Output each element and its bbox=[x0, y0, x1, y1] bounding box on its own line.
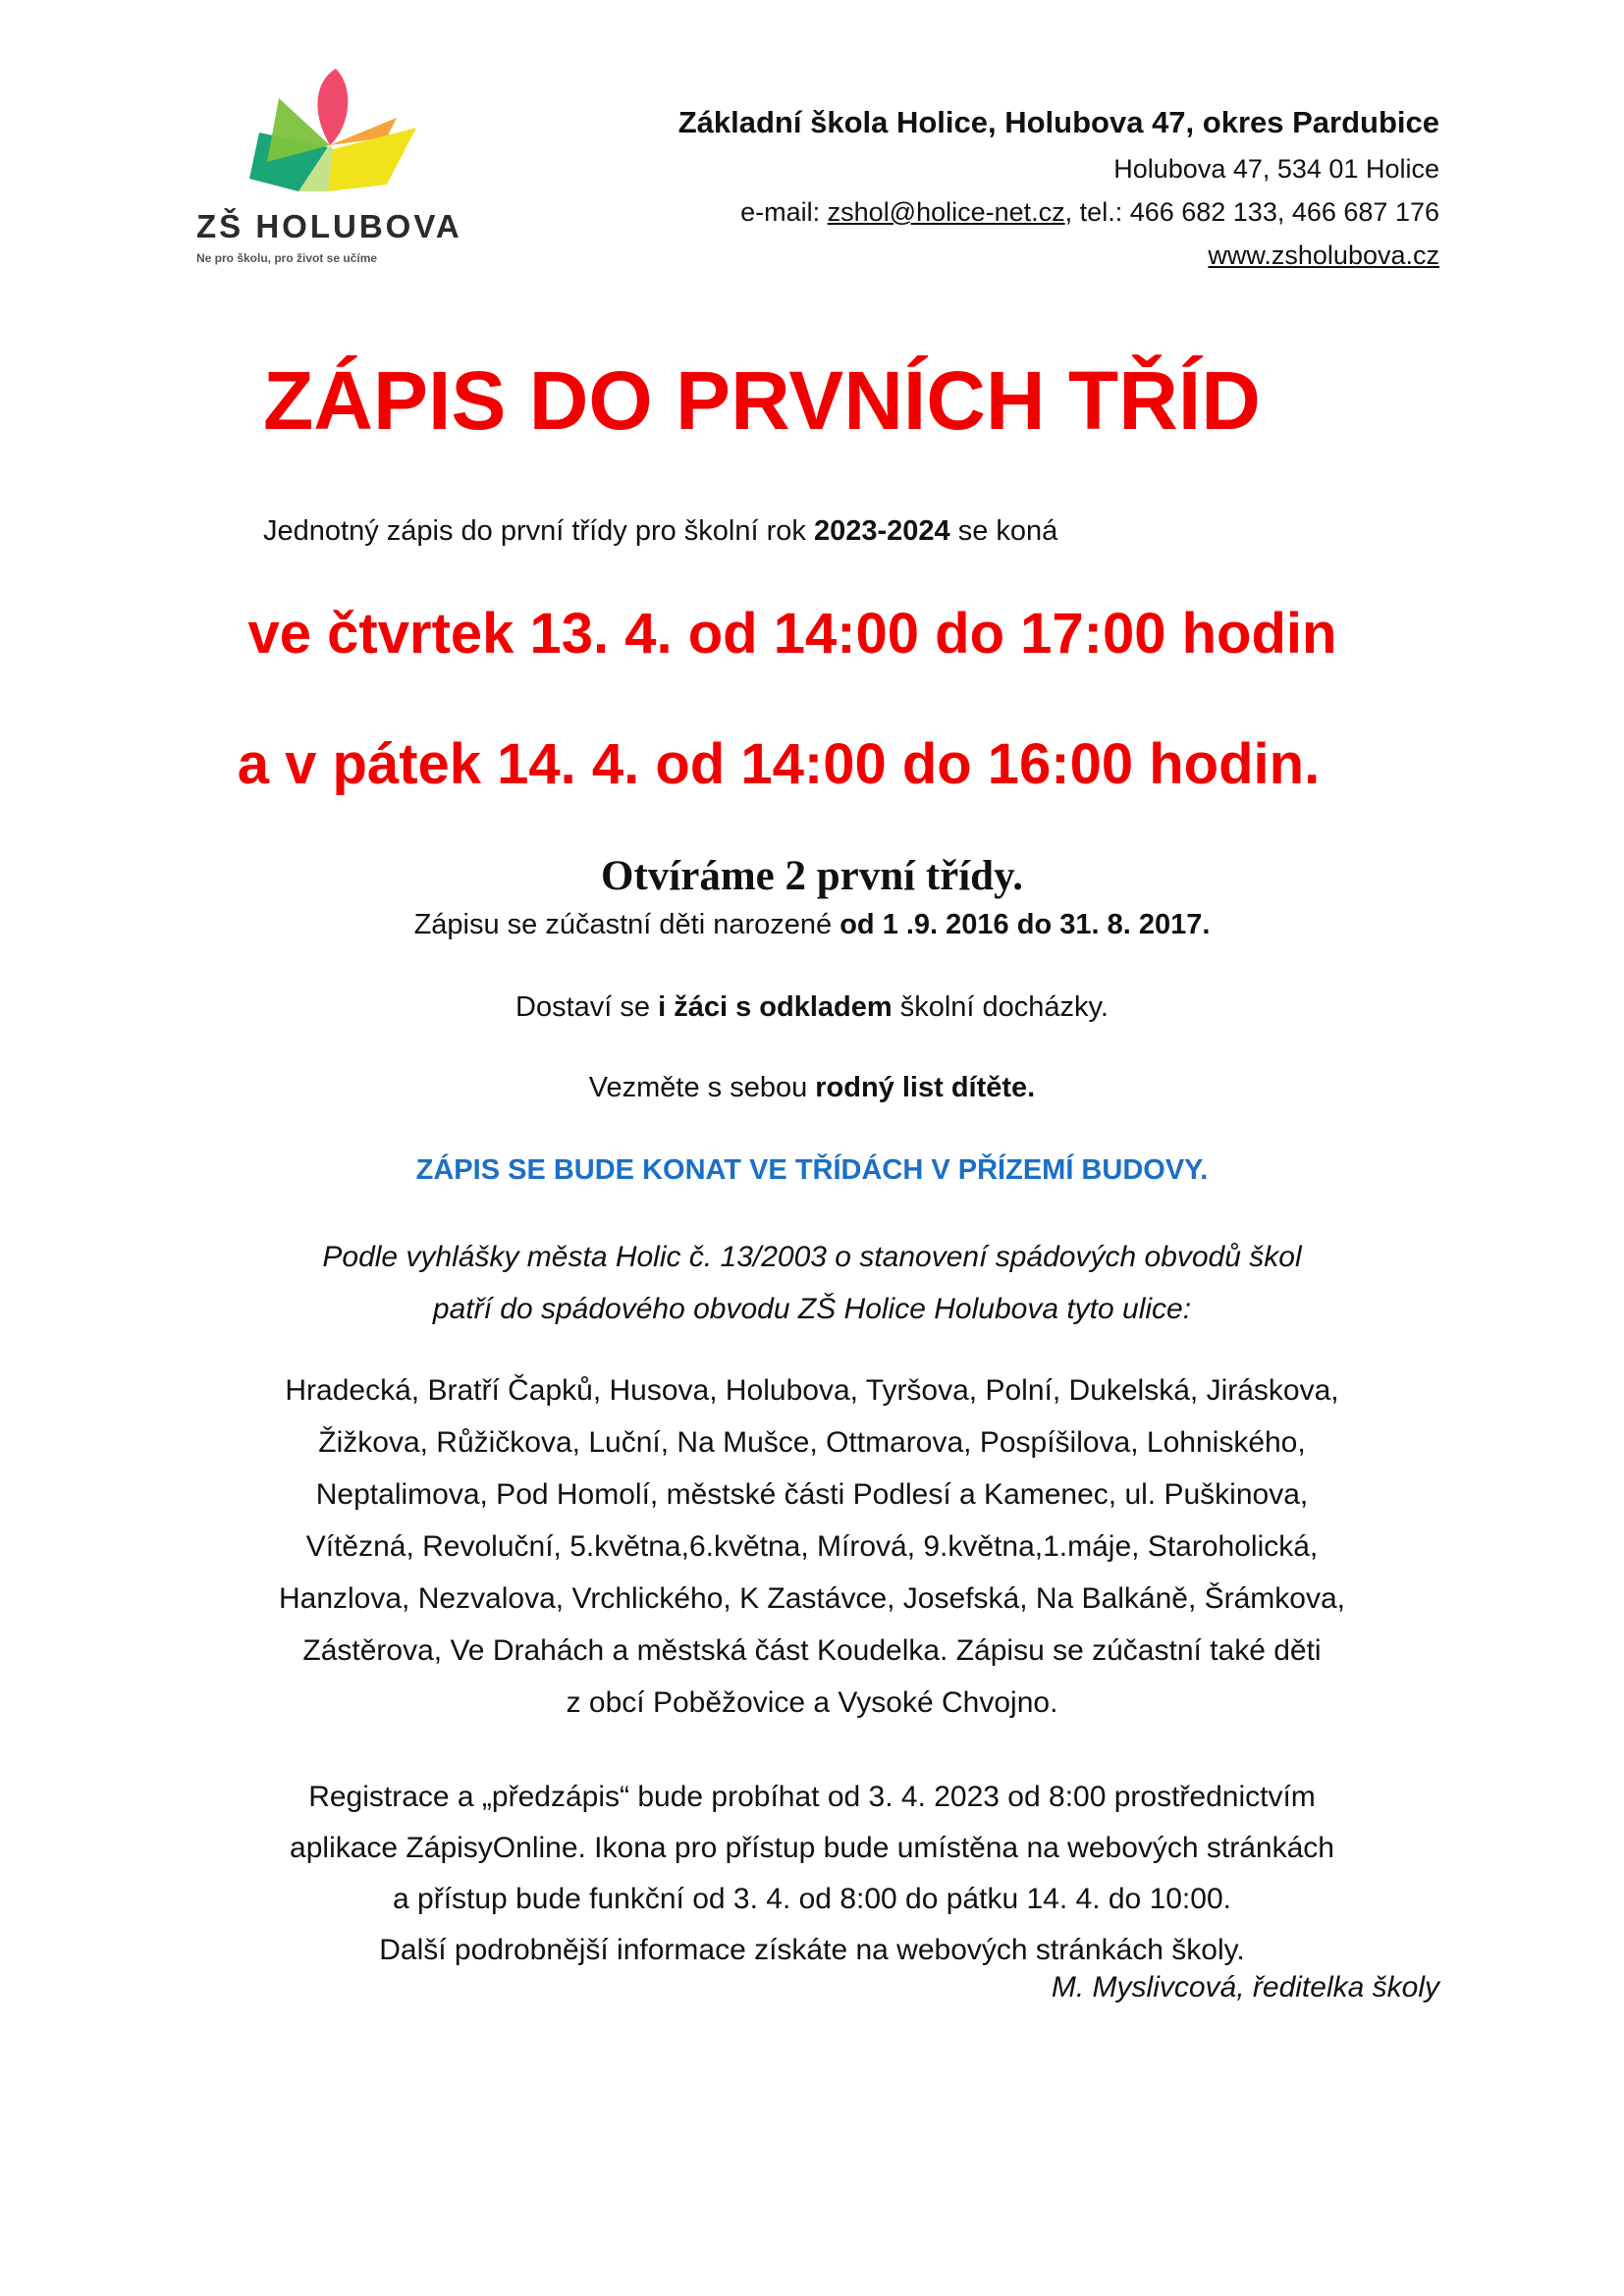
streets-paragraph bbox=[0, 1364, 1624, 1729]
classes-opening: Otvíráme 2 první třídy. bbox=[601, 853, 1023, 899]
defer-after: školní docházky. bbox=[892, 991, 1109, 1023]
location-notice: ZÁPIS SE BUDE KONAT VE TŘÍDÁCH V PŘÍZEMÍ BUDOVY. bbox=[415, 1154, 1209, 1186]
deferred-pupils bbox=[0, 991, 1624, 1024]
defer-before: Dostaví se bbox=[515, 991, 659, 1023]
birth-certificate-note bbox=[0, 1072, 1624, 1104]
ages-range: od 1 .9. 2016 do 31. 8. 2017. bbox=[839, 909, 1211, 940]
intro-after: se koná bbox=[949, 515, 1058, 547]
streets-line: Hanzlova, Nezvalova, Vrchlického, K Zastávce, Josefská, Na Balkáně, Šrámkova, bbox=[278, 1582, 1346, 1615]
website-link[interactable]: www.zsholubova.cz bbox=[1208, 240, 1439, 270]
school-logo bbox=[192, 69, 467, 275]
cert-before: Vezměte s sebou bbox=[588, 1072, 816, 1103]
registration-line: Registrace a „předzápis“ bude probíhat od 3. 4. 2023 od 8:00 prostřednictvím bbox=[308, 1781, 1316, 1813]
eligible-ages bbox=[0, 909, 1624, 941]
school-address: Holubova 47, 534 01 Holice bbox=[1113, 154, 1439, 184]
phone-numbers: , tel.: 466 682 133, 466 687 176 bbox=[1064, 197, 1439, 227]
school-name: Základní škola Holice, Holubova 47, okres Pardubice bbox=[677, 105, 1439, 139]
date-thursday: ve čtvrtek 13. 4. od 14:00 do 17:00 hodin bbox=[247, 602, 1337, 666]
intro-before: Jednotný zápis do první třídy pro školní rok bbox=[263, 515, 814, 547]
streets-line: Hradecká, Bratří Čapků, Husova, Holubova, Tyršova, Polní, Dukelská, Jiráskova, bbox=[285, 1374, 1339, 1407]
signature: M. Myslivcová, ředitelka školy bbox=[1051, 1971, 1439, 2003]
registration-line: Další podrobnější informace získáte na webových stránkách školy. bbox=[379, 1934, 1245, 1966]
email-link[interactable]: zshol@holice-net.cz bbox=[827, 197, 1065, 227]
streets-line: Neptalimova, Pod Homolí, městské části Podlesí a Kamenec, ul. Puškinova, bbox=[315, 1478, 1309, 1511]
decree-paragraph bbox=[0, 1231, 1624, 1335]
cert-bold: rodný list dítěte. bbox=[815, 1072, 1036, 1103]
streets-line: Zástěrova, Ve Drahách a městská část Koudelka. Zápisu se zúčastní také děti bbox=[302, 1634, 1322, 1667]
streets-line: Žižkova, Růžičkova, Luční, Na Mušce, Ottmarova, Pospíšilova, Lohniského, bbox=[318, 1426, 1306, 1459]
intro-text bbox=[263, 515, 1057, 548]
decree-line: Podle vyhlášky města Holic č. 13/2003 o stanovení spádových obvodů škol bbox=[322, 1241, 1302, 1273]
registration-line: a přístup bude funkční od 3. 4. od 8:00 do pátku 14. 4. do 10:00. bbox=[393, 1883, 1231, 1915]
registration-paragraph bbox=[0, 1772, 1624, 1976]
book-logo-icon bbox=[240, 69, 426, 206]
ages-before: Zápisu se zúčastní děti narozené bbox=[413, 909, 840, 940]
email-label: e-mail: bbox=[740, 197, 828, 227]
registration-line: aplikace ZápisyOnline. Ikona pro přístup bude umístěna na webových stránkách bbox=[290, 1832, 1334, 1864]
contact-line bbox=[678, 190, 1439, 234]
page-title: ZÁPIS DO PRVNÍCH TŘÍD bbox=[263, 354, 1261, 447]
school-year: 2023-2024 bbox=[813, 515, 950, 547]
date-friday: a v pátek 14. 4. od 14:00 do 16:00 hodin. bbox=[237, 732, 1321, 796]
streets-line: Vítězná, Revoluční, 5.května,6.května, Mírová, 9.května,1.máje, Staroholická, bbox=[305, 1530, 1319, 1563]
logo-name: ZŠ HOLUBOVA bbox=[196, 208, 462, 244]
logo-tagline: Ne pro školu, pro život se učíme bbox=[196, 251, 378, 265]
decree-line: patří do spádového obvodu ZŠ Holice Holubova tyto ulice: bbox=[432, 1293, 1192, 1325]
defer-bold: i žáci s odkladem bbox=[658, 991, 893, 1023]
streets-line: z obcí Poběžovice a Vysoké Chvojno. bbox=[566, 1686, 1058, 1719]
letterhead bbox=[678, 98, 1439, 277]
